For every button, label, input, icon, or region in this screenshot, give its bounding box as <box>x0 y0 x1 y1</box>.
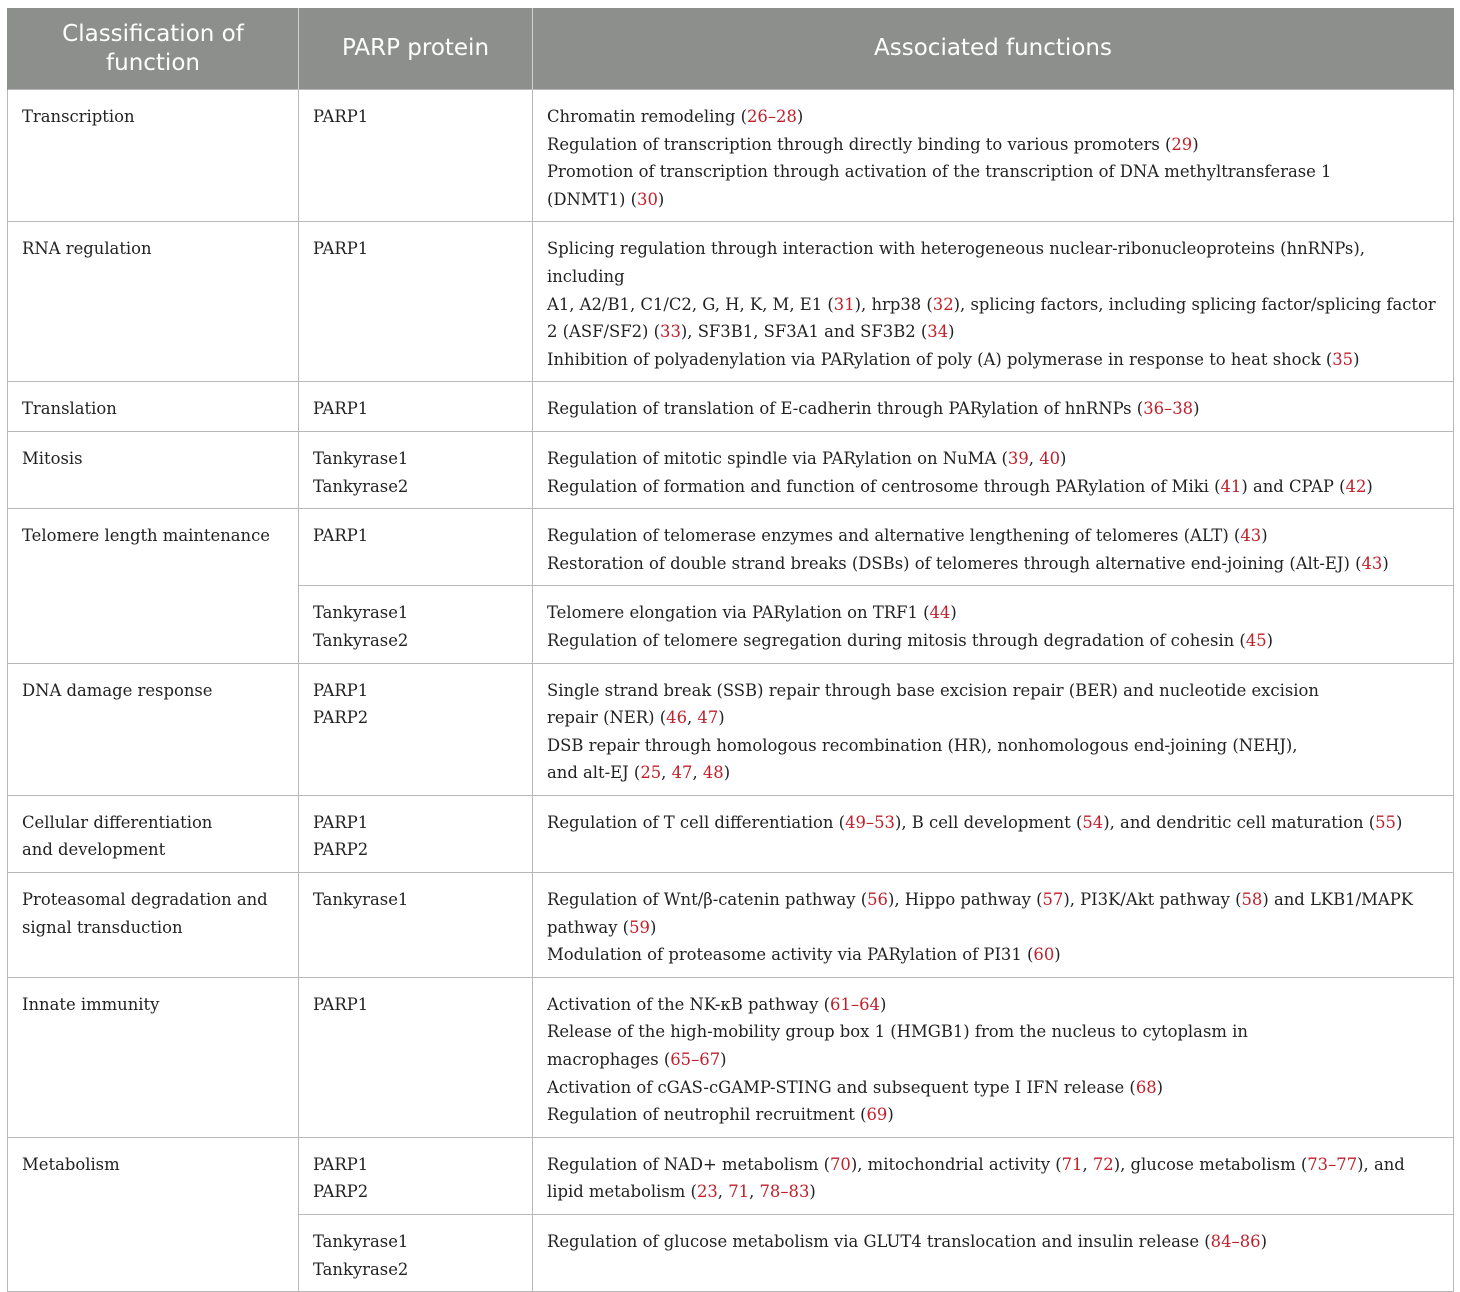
table-row <box>8 1137 1454 1214</box>
associated-functions-cell <box>533 1137 1454 1214</box>
reference-link[interactable]: 36–38 <box>1143 399 1194 419</box>
parp-protein-line: PARP1 <box>313 994 369 1014</box>
table-row <box>8 873 1454 978</box>
reference-link[interactable]: 30 <box>637 189 658 209</box>
reference-link[interactable]: 68 <box>1135 1077 1157 1097</box>
reference-link[interactable]: 84–86 <box>1210 1232 1261 1251</box>
reference-link[interactable]: 23 <box>696 1182 718 1202</box>
classification-cell <box>8 873 299 978</box>
classification-cell <box>8 431 299 508</box>
table-row <box>8 977 1454 1137</box>
reference-link[interactable]: 58 <box>1241 890 1263 910</box>
function-line: Release of the high-mobility group box 1 (HMGB1) from the nucleus to cytoplasm in <box>547 1022 1248 1042</box>
parp-protein-cell <box>299 586 533 663</box>
reference-link[interactable]: 48 <box>702 763 724 783</box>
parp-functions-table <box>7 8 1454 1292</box>
function-line: and alt-EJ (25, 47, 48) <box>547 763 731 783</box>
classification-line: Telomere length maintenance <box>22 526 270 546</box>
reference-link[interactable]: 45 <box>1245 630 1267 650</box>
reference-link[interactable]: 60 <box>1033 945 1055 965</box>
parp-protein-line: PARP1 <box>313 526 369 546</box>
function-line: Chromatin remodeling (26–28) <box>547 107 804 126</box>
classification-line: Innate immunity <box>22 994 160 1014</box>
header-parp-protein: PARP protein <box>299 8 533 90</box>
reference-link[interactable]: 59 <box>629 917 650 937</box>
table-row <box>8 222 1454 382</box>
reference-link[interactable]: 47 <box>697 708 719 728</box>
function-line: Modulation of proteasome activity via PARylation of PI31 (60) <box>547 945 1061 965</box>
parp-protein-line: PARP1 <box>313 812 369 832</box>
reference-link[interactable]: 57 <box>1042 890 1064 910</box>
function-line: Activation of the NK-κB pathway (61–64) <box>547 994 887 1014</box>
parp-protein-cell <box>299 977 533 1137</box>
associated-functions-cell <box>533 586 1454 663</box>
function-line: pathway (59) <box>547 917 657 937</box>
reference-link[interactable]: 73–77 <box>1307 1154 1358 1174</box>
classification-cell <box>8 222 299 382</box>
associated-functions-cell <box>533 795 1454 872</box>
parp-protein-line: PARP2 <box>313 840 369 860</box>
classification-cell <box>8 1137 299 1291</box>
parp-protein-line: PARP2 <box>313 1182 369 1202</box>
reference-link[interactable]: 34 <box>927 322 949 342</box>
function-line: Promotion of transcription through activation of the transcription of DNA methyltransferase 1 <box>547 162 1332 182</box>
function-line: Regulation of telomere segregation during mitosis through degradation of cohesin (45) <box>547 630 1274 650</box>
function-line: (DNMT1) (30) <box>547 189 665 209</box>
classification-line: Transcription <box>22 107 135 126</box>
associated-functions-cell <box>533 977 1454 1137</box>
header-row <box>8 8 1454 90</box>
reference-link[interactable]: 26–28 <box>747 107 797 126</box>
associated-functions-cell <box>533 222 1454 382</box>
parp-protein-line: PARP1 <box>313 680 369 700</box>
reference-link[interactable]: 32 <box>932 294 954 314</box>
function-line: Restoration of double strand breaks (DSBs) of telomeres through alternative end-joining (Alt-EJ) (43) <box>547 553 1389 573</box>
table-row <box>8 663 1454 795</box>
table-row <box>8 795 1454 872</box>
associated-functions-cell <box>533 663 1454 795</box>
parp-protein-line: PARP1 <box>313 399 369 419</box>
associated-functions-cell <box>533 1215 1454 1292</box>
classification-line: Translation <box>22 399 117 419</box>
parp-protein-line: Tankyrase1 <box>313 890 409 910</box>
reference-link[interactable]: 35 <box>1332 349 1354 369</box>
classification-cell <box>8 382 299 432</box>
function-line: Telomere elongation via PARylation on TRF1 (44) <box>547 603 957 623</box>
classification-cell <box>8 795 299 872</box>
header-associated-functions: Associated functions <box>533 8 1454 90</box>
function-line: Regulation of T cell differentiation (49–53), B cell development (54), and dendritic cell maturation (55) <box>547 812 1403 832</box>
reference-link[interactable]: 72 <box>1092 1154 1114 1174</box>
reference-link[interactable]: 65–67 <box>670 1050 721 1070</box>
parp-protein-line: Tankyrase2 <box>313 630 409 650</box>
parp-protein-line: PARP1 <box>313 239 369 259</box>
header-classification: Classification of function <box>8 8 299 90</box>
associated-functions-cell <box>533 873 1454 978</box>
reference-link[interactable]: 46 <box>666 708 687 728</box>
parp-protein-line: Tankyrase2 <box>313 476 409 496</box>
table-row <box>8 431 1454 508</box>
reference-link[interactable]: 41 <box>1220 476 1242 496</box>
parp-protein-line: Tankyrase1 <box>313 603 409 623</box>
parp-protein-line: PARP1 <box>313 1154 369 1174</box>
reference-link[interactable]: 49–53 <box>845 812 895 832</box>
reference-link[interactable]: 70 <box>829 1154 851 1174</box>
function-line: Regulation of NAD+ metabolism (70), mitochondrial activity (71, 72), glucose metabolism (73–77), and <box>547 1154 1405 1174</box>
parp-protein-cell <box>299 873 533 978</box>
parp-protein-cell <box>299 795 533 872</box>
reference-link[interactable]: 44 <box>929 603 951 623</box>
classification-cell <box>8 977 299 1137</box>
associated-functions-cell <box>533 90 1454 222</box>
classification-line: Proteasomal degradation and <box>22 890 268 910</box>
classification-line: Cellular differentiation <box>22 812 213 832</box>
function-line: A1, A2/B1, C1/C2, G, H, K, M, E1 (31), hrp38 (32), splicing factors, including splicing factor/splicing factor <box>547 294 1436 314</box>
reference-link[interactable]: 55 <box>1375 812 1396 832</box>
classification-line: and development <box>22 840 166 860</box>
reference-link[interactable]: 40 <box>1039 448 1061 468</box>
associated-functions-cell <box>533 431 1454 508</box>
function-line: Regulation of formation and function of centrosome through PARylation of Miki (41) and CPAP (42) <box>547 476 1373 496</box>
reference-link[interactable]: 43 <box>1361 553 1383 573</box>
parp-protein-line: PARP1 <box>313 107 369 126</box>
reference-link[interactable]: 29 <box>1171 134 1193 154</box>
classification-line: DNA damage response <box>22 680 213 700</box>
reference-link[interactable]: 56 <box>867 890 888 910</box>
reference-link[interactable]: 33 <box>660 322 681 342</box>
parp-protein-cell <box>299 382 533 432</box>
function-line: Activation of cGAS-cGAMP-STING and subsequent type I IFN release (68) <box>547 1077 1164 1097</box>
function-line: Single strand break (SSB) repair through base excision repair (BER) and nucleotide excision <box>547 680 1319 700</box>
parp-protein-line: Tankyrase1 <box>313 448 409 468</box>
classification-cell <box>8 663 299 795</box>
reference-link[interactable]: 69 <box>866 1105 888 1125</box>
reference-link[interactable]: 25 <box>640 763 662 783</box>
reference-link[interactable]: 43 <box>1240 526 1262 546</box>
parp-protein-cell <box>299 663 533 795</box>
function-line: repair (NER) (46, 47) <box>547 708 725 728</box>
parp-protein-line: PARP2 <box>313 708 369 728</box>
parp-protein-cell <box>299 509 533 586</box>
function-line: Regulation of translation of E-cadherin through PARylation of hnRNPs (36–38) <box>547 399 1200 419</box>
reference-link[interactable]: 31 <box>833 294 855 314</box>
function-line: Splicing regulation through interaction with heterogeneous nuclear-ribonucleoproteins (hnRNPs), including <box>547 239 1365 286</box>
reference-link[interactable]: 78–83 <box>759 1182 810 1202</box>
function-line: Regulation of transcription through directly binding to various promoters (29) <box>547 134 1199 154</box>
function-line: Inhibition of polyadenylation via PARylation of poly (A) polymerase in response to heat shock (35) <box>547 349 1360 369</box>
reference-link[interactable]: 47 <box>671 763 693 783</box>
parp-protein-cell <box>299 222 533 382</box>
table-row <box>8 382 1454 432</box>
function-line: macrophages (65–67) <box>547 1050 727 1070</box>
classification-line: RNA regulation <box>22 239 152 259</box>
parp-protein-line: Tankyrase1 <box>313 1232 409 1251</box>
parp-protein-cell <box>299 90 533 222</box>
reference-link[interactable]: 71 <box>728 1182 750 1202</box>
function-line: Regulation of neutrophil recruitment (69) <box>547 1105 894 1125</box>
parp-protein-line: Tankyrase2 <box>313 1259 409 1279</box>
table-row <box>8 90 1454 222</box>
function-line: Regulation of mitotic spindle via PARylation on NuMA (39, 40) <box>547 448 1067 468</box>
associated-functions-cell <box>533 382 1454 432</box>
parp-protein-cell <box>299 1137 533 1214</box>
reference-link[interactable]: 71 <box>1061 1154 1083 1174</box>
function-line: Regulation of telomerase enzymes and alternative lengthening of telomeres (ALT) (43) <box>547 526 1268 546</box>
function-line: Regulation of Wnt/β-catenin pathway (56), Hippo pathway (57), PI3K/Akt pathway (58) and LKB1/MAPK <box>547 890 1414 910</box>
function-line: lipid metabolism (23, 71, 78–83) <box>547 1182 816 1202</box>
reference-link[interactable]: 42 <box>1345 476 1367 496</box>
table-row <box>8 509 1454 586</box>
parp-protein-cell <box>299 431 533 508</box>
classification-cell <box>8 509 299 663</box>
reference-link[interactable]: 39 <box>1007 448 1029 468</box>
reference-link[interactable]: 54 <box>1082 812 1104 832</box>
reference-link[interactable]: 61–64 <box>830 994 880 1014</box>
parp-protein-cell <box>299 1215 533 1292</box>
classification-cell <box>8 90 299 222</box>
function-line: DSB repair through homologous recombination (HR), nonhomologous end-joining (NEHJ), <box>547 735 1298 755</box>
classification-line: Mitosis <box>22 448 83 468</box>
associated-functions-cell <box>533 509 1454 586</box>
classification-line: Metabolism <box>22 1154 120 1174</box>
function-line: Regulation of glucose metabolism via GLUT4 translocation and insulin release (84–86) <box>547 1232 1267 1251</box>
function-line: 2 (ASF/SF2) (33), SF3B1, SF3A1 and SF3B2 (34) <box>547 322 955 342</box>
classification-line: signal transduction <box>22 917 183 937</box>
